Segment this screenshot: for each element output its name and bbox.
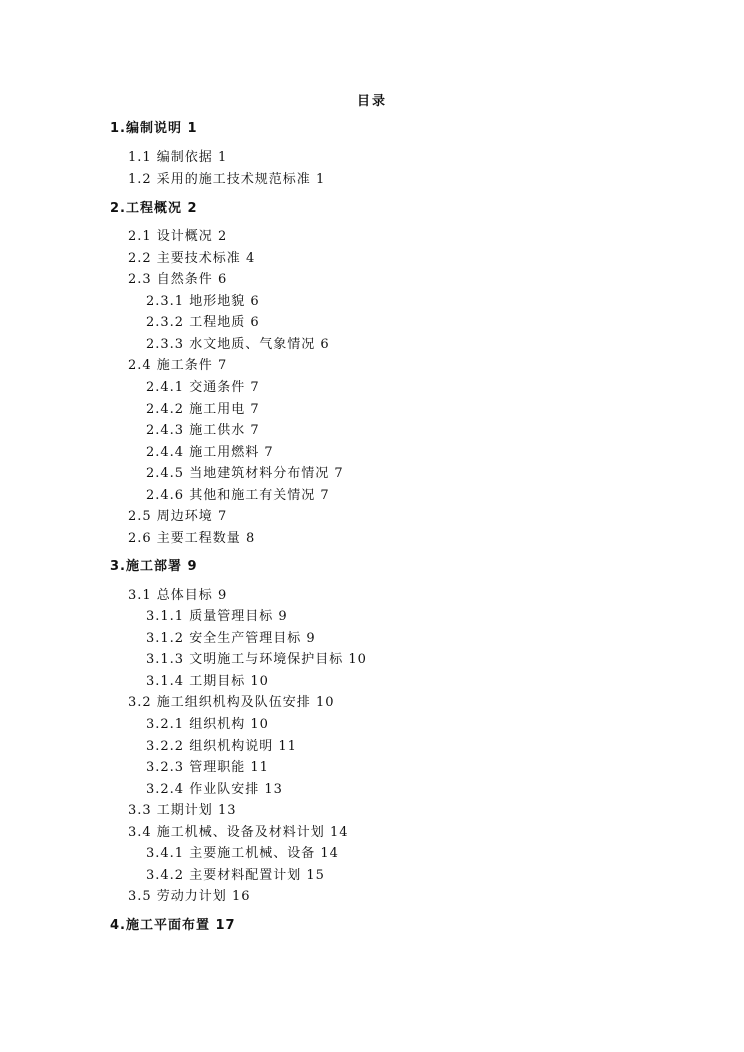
toc-entry-level3[interactable]: 3.1.2 安全生产管理目标 9 <box>146 631 316 646</box>
toc-entry-level2[interactable]: 1.1 编制依据 1 <box>128 150 228 165</box>
toc-entry-level2[interactable]: 2.3 自然条件 6 <box>128 272 228 287</box>
toc-entry-level3[interactable]: 3.4.1 主要施工机械、设备 14 <box>146 846 339 861</box>
toc-entry-level3[interactable]: 3.2.1 组织机构 10 <box>146 717 269 732</box>
toc-entry-level3[interactable]: 3.2.2 组织机构说明 11 <box>146 739 297 754</box>
toc-entry-level3[interactable]: 2.4.6 其他和施工有关情况 7 <box>146 488 330 503</box>
toc-entry-level3[interactable]: 3.1.3 文明施工与环境保护目标 10 <box>146 652 367 667</box>
toc-entry-level3[interactable]: 2.4.1 交通条件 7 <box>146 380 260 395</box>
toc-entry-level2[interactable]: 2.2 主要技术标准 4 <box>128 251 256 266</box>
toc-entry-level2[interactable]: 3.2 施工组织机构及队伍安排 10 <box>128 695 335 710</box>
toc-entry-level1[interactable]: 4.施工平面布置 17 <box>110 918 236 933</box>
toc-entry-level3[interactable]: 2.4.3 施工供水 7 <box>146 423 260 438</box>
toc-entry-level2[interactable]: 2.4 施工条件 7 <box>128 358 228 373</box>
toc-entry-level1[interactable]: 2.工程概况 2 <box>110 201 198 216</box>
toc-entry-level2[interactable]: 3.5 劳动力计划 16 <box>128 889 251 904</box>
toc-entry-level3[interactable]: 3.4.2 主要材料配置计划 15 <box>146 868 325 883</box>
toc-entry-level2[interactable]: 2.6 主要工程数量 8 <box>128 531 256 546</box>
toc-entry-level3[interactable]: 2.3.1 地形地貌 6 <box>146 294 260 309</box>
toc-entry-level3[interactable]: 2.3.2 工程地质 6 <box>146 315 260 330</box>
toc-entry-level2[interactable]: 3.3 工期计划 13 <box>128 803 237 818</box>
toc-entry-level3[interactable]: 2.3.3 水文地质、气象情况 6 <box>146 337 330 352</box>
toc-entry-level3[interactable]: 3.2.3 管理职能 11 <box>146 760 269 775</box>
toc-entry-level3[interactable]: 2.4.4 施工用燃料 7 <box>146 445 274 460</box>
toc-entry-level2[interactable]: 2.5 周边环境 7 <box>128 509 228 524</box>
toc-entry-level1[interactable]: 1.编制说明 1 <box>110 121 198 136</box>
toc-entry-level2[interactable]: 3.1 总体目标 9 <box>128 588 228 603</box>
toc-entry-level2[interactable]: 2.1 设计概况 2 <box>128 229 228 244</box>
toc-entry-level3[interactable]: 2.4.2 施工用电 7 <box>146 402 260 417</box>
toc-entry-level3[interactable]: 3.1.1 质量管理目标 9 <box>146 609 288 624</box>
toc-entry-level1[interactable]: 3.施工部署 9 <box>110 559 198 574</box>
toc-entry-level3[interactable]: 3.2.4 作业队安排 13 <box>146 782 283 797</box>
toc-entry-level3[interactable]: 3.1.4 工期目标 10 <box>146 674 269 689</box>
toc-entry-level3[interactable]: 2.4.5 当地建筑材料分布情况 7 <box>146 466 344 481</box>
toc-entry-level2[interactable]: 3.4 施工机械、设备及材料计划 14 <box>128 825 349 840</box>
page-title: 目录 <box>356 94 387 109</box>
toc-entry-level2[interactable]: 1.2 采用的施工技术规范标准 1 <box>128 172 326 187</box>
